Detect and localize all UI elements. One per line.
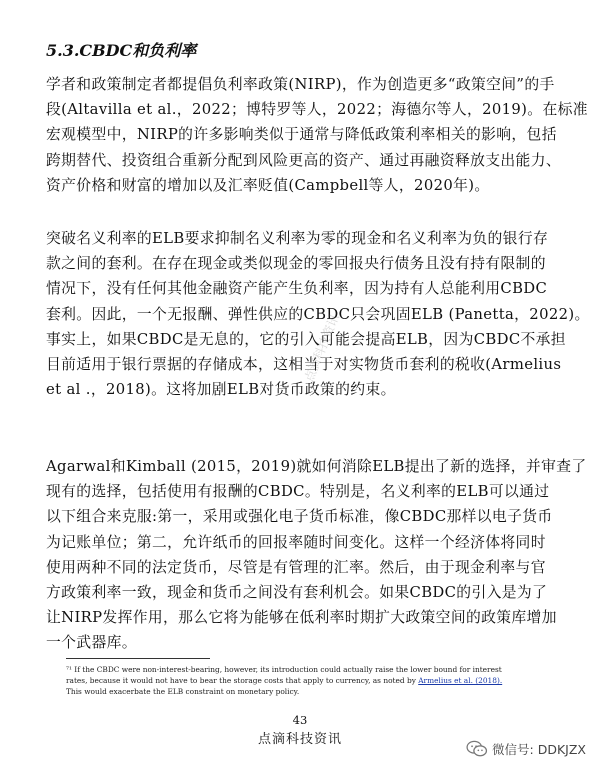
section-heading: 5.3.CBDC和负利率 bbox=[46, 41, 197, 60]
paragraph-line: 一个武器库。 bbox=[46, 634, 137, 652]
paragraph-line: 套利。因此，一个无报酬、弹性供应的CBDC只会巩固ELB (Panetta，2022)。 bbox=[46, 305, 590, 323]
footnote-text: rates, because it would not have to bear the storage costs that apply to currency, as noted by bbox=[66, 676, 419, 685]
footnote-line: This would exacerbate the ELB constraint on monetary policy. bbox=[66, 687, 300, 696]
paragraph-line: Agarwal和Kimball (2015，2019)就如何消除ELB提出了新的选择，并审查了 bbox=[46, 458, 587, 475]
paragraph-line: 款之间的套利。在存在现金或类似现金的零回报央行债务且没有持有限制的 bbox=[46, 255, 546, 273]
footnote-line: ⁷¹ If the CBDC were non-interest-bearing, however, its introduction could actually raise the lower bound for interest bbox=[66, 665, 502, 674]
paragraph-line: 现有的选择，包括使用有报酬的CBDC。特别是，名义利率的ELB可以通过 bbox=[46, 483, 550, 501]
paragraph-1 bbox=[46, 72, 588, 198]
wechat-badge bbox=[466, 740, 586, 758]
paragraph-line: 学者和政策制定者都提倡负利率政策(NIRP)，作为创造更多“政策空间”的手 bbox=[46, 76, 555, 93]
paragraph-line: 跨期替代、投资组合重新分配到风险更高的资产、通过再融资释放支出能力、 bbox=[46, 151, 561, 169]
paragraph-line: 方政策利率一致，现金和货币之间没有套利机会。如果CBDC的引入是为了 bbox=[46, 584, 548, 602]
footnote-line bbox=[66, 675, 546, 686]
wechat-icon bbox=[466, 740, 488, 758]
paragraph-line: 资产价格和财富的增加以及汇率贬值(Campbell等人，2020年)。 bbox=[46, 176, 490, 194]
paragraph-line: et al .，2018)。这将加剧ELB对货币政策的约束。 bbox=[46, 381, 396, 399]
page-number: 43 bbox=[292, 713, 308, 727]
watermark: 点滴科技资讯 bbox=[301, 311, 342, 384]
paragraph-line: 宏观模型中，NIRP的许多影响类似于通常与降低政策利率相关的影响，包括 bbox=[46, 126, 557, 144]
paragraph-3 bbox=[46, 454, 587, 656]
footnote bbox=[66, 664, 546, 697]
paragraph-line: 使用两种不同的法定货币，尽管是有管理的汇率。然后，由于现金利率与官 bbox=[46, 558, 546, 576]
wechat-label: 微信号: DDKJZX bbox=[492, 742, 586, 757]
paragraph-line: 为记账单位；第二，允许纸币的回报率随时间变化。这样一个经济体将同时 bbox=[46, 533, 546, 551]
paragraph-line: 突破名义利率的ELB要求抑制名义利率为零的现金和名义利率为负的银行存 bbox=[46, 230, 549, 247]
paragraph-line: 事实上，如果CBDC是无息的，它的引入可能会提高ELB，因为CBDC不承担 bbox=[46, 330, 566, 348]
paragraph-line: 让NIRP发挥作用，那么它将为能够在低利率时期扩大政策空间的政策库增加 bbox=[46, 609, 557, 627]
citation-link[interactable]: Armelius et al. (2018). bbox=[418, 676, 503, 685]
footnote-divider bbox=[66, 658, 210, 659]
footer-title: 点滴科技资讯 bbox=[257, 732, 342, 747]
paragraph-line: 段(Altavilla et al.，2022；博特罗等人，2022；海德尔等人，2019)。在标准 bbox=[46, 101, 588, 119]
paragraph-line: 情况下，没有任何其他金融资产能产生负利率，因为持有人总能利用CBDC bbox=[46, 280, 548, 298]
paragraph-line: 以下组合来克服:第一，采用或强化电子货币标准，像CBDC那样以电子货币 bbox=[46, 508, 553, 526]
paragraph-line: 目前适用于银行票据的存储成本，这相当于对实物货币套利的税收(Armelius bbox=[46, 356, 562, 374]
